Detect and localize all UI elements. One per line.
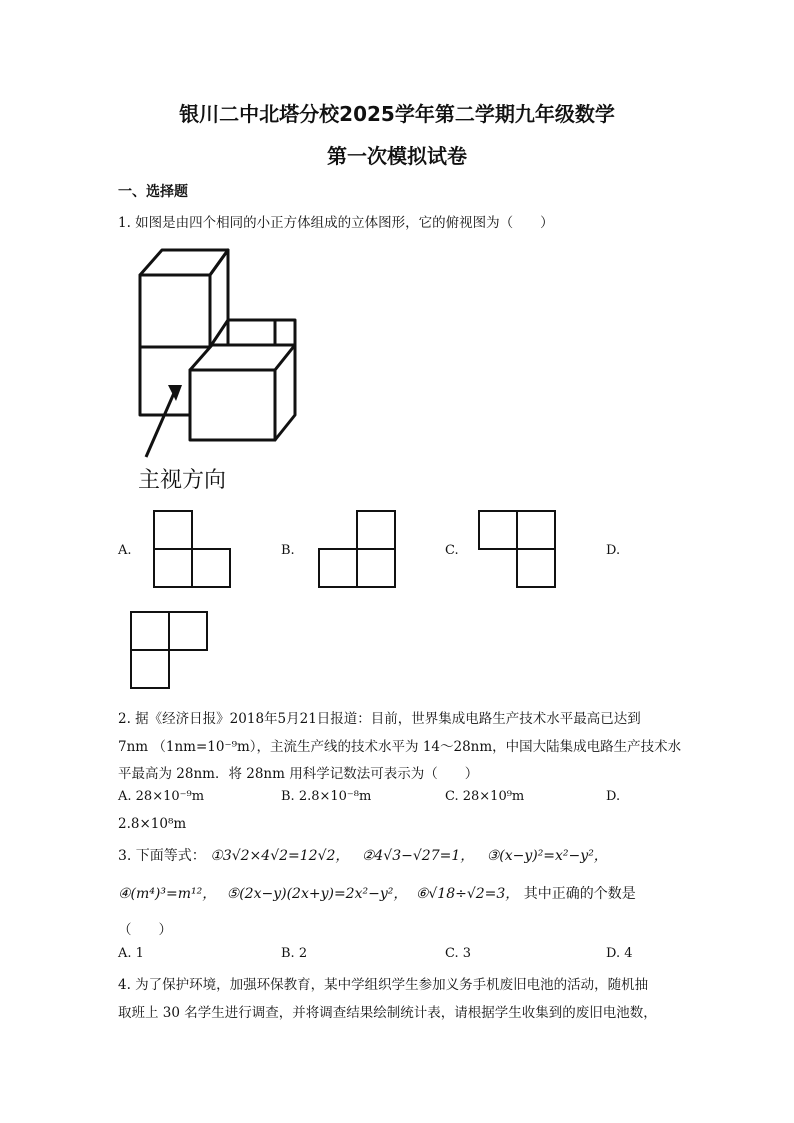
section-heading: 一、选择题 — [118, 184, 188, 200]
q2-option-a: A. 28×10⁻⁹m — [118, 789, 205, 804]
question-2-line-3: 平最高为 28nm．将 28nm 用科学记数法可表示为（ ） — [118, 766, 479, 782]
cube-figure — [130, 245, 310, 495]
equation-1: ①3√2×4√2=12√2， — [210, 848, 350, 864]
question-4-line-2: 取班上 30 名学生进行调查，并将调查结果绘制统计表，请根据学生收集到的废旧电池数， — [118, 1005, 657, 1021]
option-a-label: A. — [118, 543, 132, 558]
figure-caption: 主视方向 — [138, 468, 227, 493]
q2-option-c: C. 28×10⁹m — [445, 789, 525, 804]
page-title: 银川二中北塔分校2025学年第二学期九年级数学 — [179, 102, 615, 126]
option-c-label: C. — [445, 543, 459, 558]
page-subtitle: 第一次模拟试卷 — [327, 144, 467, 168]
question-3-line-2 — [118, 883, 636, 903]
q2-option-b: B. 2.8×10⁻⁸m — [281, 789, 372, 804]
question-1-stem: 1. 如图是由四个相同的小正方体组成的立体图形，它的俯视图为（ ） — [118, 215, 554, 231]
equation-5: ⑤(2x−y)(2x+y)=2x²−y²， — [226, 886, 408, 902]
q3-option-b: B. 2 — [281, 946, 308, 961]
question-3-intro: 3. 下面等式： — [118, 848, 206, 864]
q3-option-c: C. 3 — [445, 946, 472, 961]
option-c-figure — [479, 511, 559, 591]
option-a-figure — [154, 511, 234, 591]
question-3-tail: 其中正确的个数是 — [523, 886, 636, 902]
q3-option-d: D. 4 — [606, 946, 633, 961]
q2-option-d: D. — [606, 789, 621, 804]
equation-6: ⑥√18÷√2=3， — [415, 886, 520, 902]
option-b-label: B. — [281, 543, 295, 558]
equation-3: ③(x−y)²=x²−y²， — [486, 848, 608, 864]
question-2-line-2: 7nm （1nm=10⁻⁹m），主流生产线的技术水平为 14～28nm，中国大陆集成电路生产技术水 — [118, 739, 682, 755]
option-d-figure — [131, 612, 211, 692]
option-d-label: D. — [606, 543, 621, 558]
q3-option-a: A. 1 — [118, 946, 144, 961]
equation-2: ②4√3−√27=1， — [361, 848, 475, 864]
question-3-paren: （ ） — [118, 922, 172, 938]
option-b-figure — [319, 511, 399, 591]
question-3-line-1 — [118, 845, 608, 865]
question-4-line-1: 4. 为了保护环境，加强环保教育，某中学组织学生参加义务手机废旧电池的活动，随机抽 — [118, 977, 649, 993]
equation-4: ④(m⁴)³=m¹²， — [118, 886, 217, 902]
q2-option-d-value: 2.8×10⁸m — [118, 816, 187, 832]
question-2-line-1: 2. 据《经济日报》2018年5月21日报道：目前，世界集成电路生产技术水平最高已达到 — [118, 711, 641, 727]
